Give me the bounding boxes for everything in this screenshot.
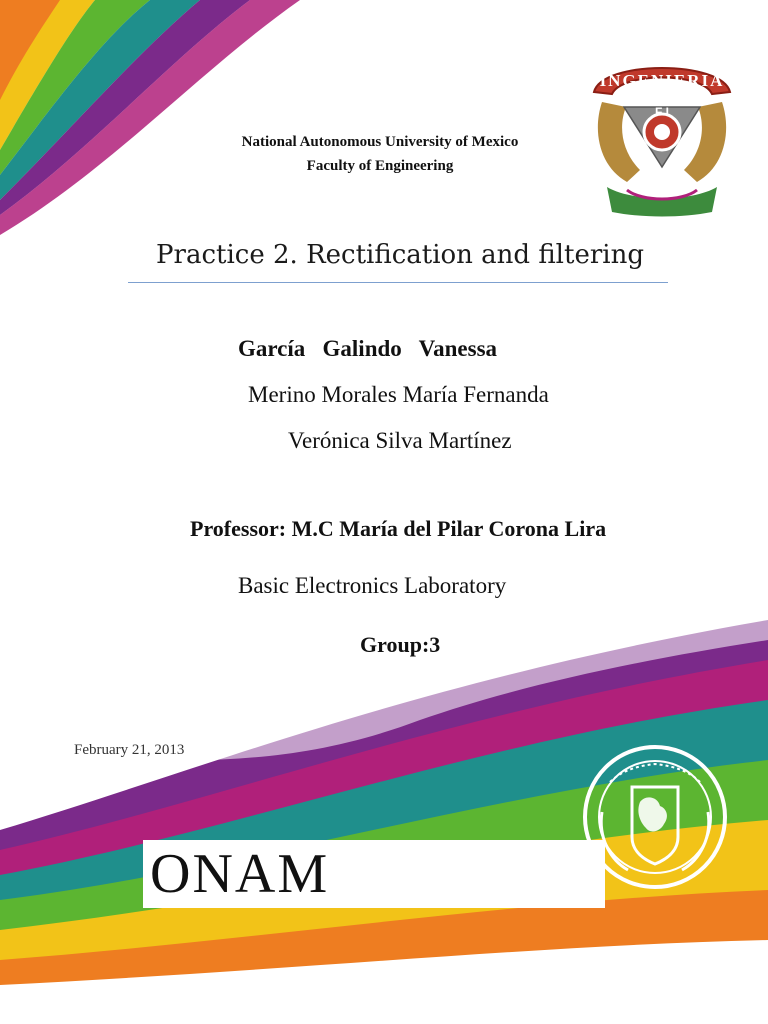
faculty-name: Faculty of Engineering bbox=[306, 158, 454, 174]
document-date: February 21, 2013 bbox=[74, 742, 185, 758]
title-underline bbox=[128, 282, 668, 283]
author-1: García Galindo Vanessa bbox=[238, 336, 498, 361]
group-number: Group:3 bbox=[360, 632, 441, 657]
course-name: Basic Electronics Laboratory bbox=[238, 573, 507, 598]
university-name: National Autonomous University of Mexico bbox=[241, 134, 519, 150]
top-swirl-decoration bbox=[0, 0, 340, 240]
professor-line: Professor: M.C María del Pilar Corona Lira bbox=[190, 516, 607, 541]
author-2: Merino Morales María Fernanda bbox=[248, 382, 549, 407]
author-3: Verónica Silva Martínez bbox=[288, 428, 512, 453]
logo-text: INGENIERIA bbox=[599, 71, 725, 90]
onam-label: ONAM bbox=[150, 843, 330, 905]
svg-text:F I: F I bbox=[655, 105, 669, 119]
header bbox=[140, 130, 620, 178]
document-title: Practice 2. Rectification and filtering bbox=[156, 240, 644, 270]
